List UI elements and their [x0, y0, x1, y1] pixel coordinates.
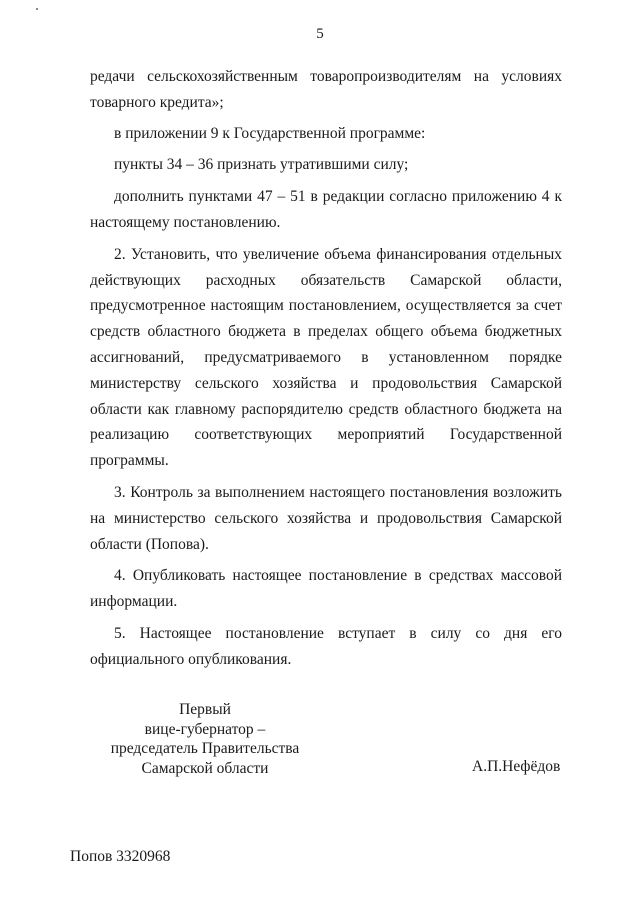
document-body	[90, 64, 562, 679]
page-number: 5	[316, 26, 324, 42]
signatory-name: А.П.Нефёдов	[472, 758, 561, 775]
signatory-title-line: Самарской области	[141, 759, 269, 777]
paragraph-continuation: редачи сельскохозяйственным товаропроизводителям на условиях товарного кредита»;	[90, 68, 562, 111]
signatory-title-line: вице-губернатор –	[144, 720, 266, 738]
paragraph-item-5: 5. Настоящее постановление вступает в силу со дня его официального опубликования.	[90, 624, 562, 668]
executor-reference: Попов 3320968	[70, 848, 171, 865]
signatory-title-line: Первый	[179, 701, 231, 718]
paragraph-item-3: 3. Контроль за выполнением настоящего постановления возложить на министерство сельского хозяйства и продовольствия Самарской области (Попова).	[90, 483, 562, 553]
paragraph-appendix-9: в приложении 9 к Государственной программе:	[114, 124, 426, 142]
signatory-title	[90, 700, 320, 778]
signatory-title-line: председатель Правительства	[110, 740, 300, 757]
paragraph-items-repealed: пункты 34 – 36 признать утратившими силу;	[114, 156, 409, 174]
paragraph-item-2: 2. Установить, что увеличение объема финансирования отдельных действующих расходных обязательств Самарской области, предусмотренное настоящим постановлением, осуществляется за счет средств областного бюджета в пределах общего объема бюджетных ассигнований, предусматриваемого в установленном порядке министерству сельского хозяйства и продовольствия Самарской области как главному распорядителю средств областного бюджета на реализацию соответствующих мероприятий Государственной программы.	[90, 245, 562, 470]
paragraph-items-added: дополнить пунктами 47 – 51 в редакции согласно приложению 4 к настоящему постановлению.	[90, 188, 562, 231]
paragraph-item-4: 4. Опубликовать настоящее постановление в средствах массовой информации.	[90, 567, 562, 611]
scan-mark	[36, 8, 38, 10]
